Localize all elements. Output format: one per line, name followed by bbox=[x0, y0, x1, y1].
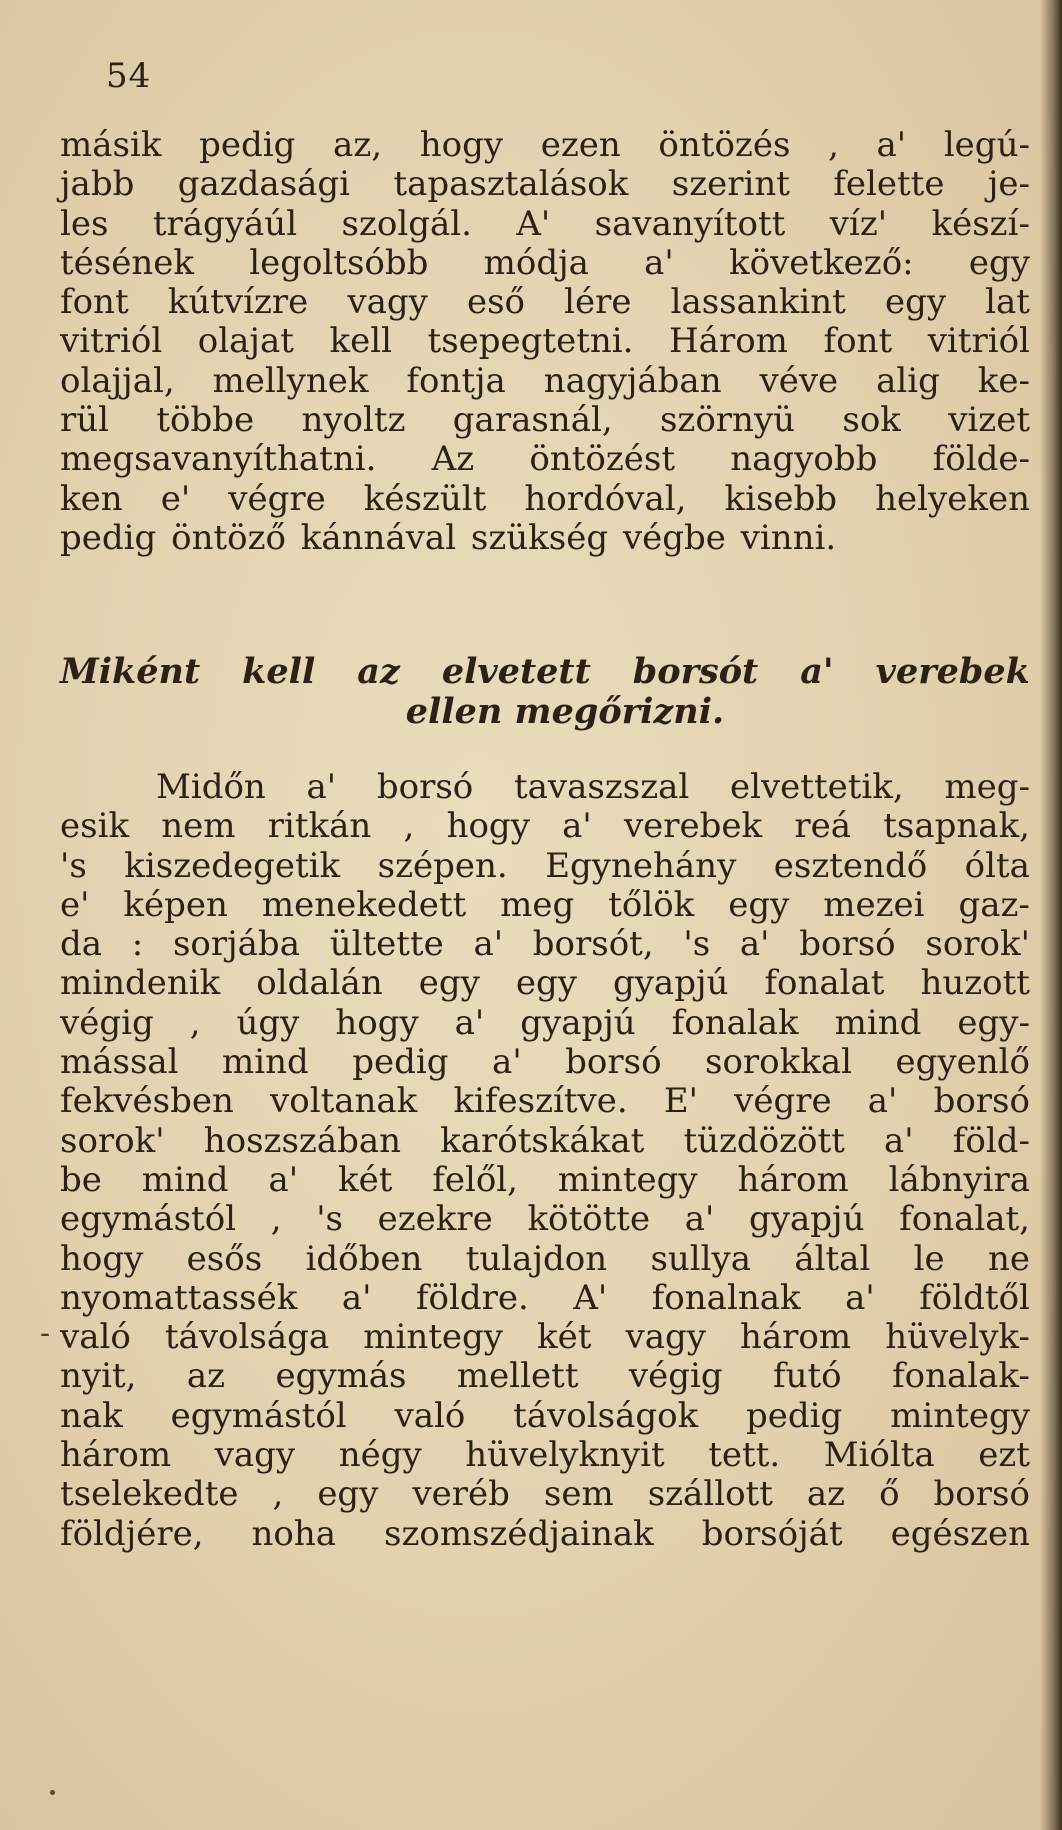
word: futó bbox=[773, 1356, 842, 1397]
word: a' bbox=[867, 1081, 898, 1122]
word: alig bbox=[876, 360, 940, 401]
word: 's bbox=[683, 924, 711, 965]
heading-line-1 bbox=[60, 652, 1030, 692]
word: meg bbox=[500, 884, 575, 925]
word: többe bbox=[156, 400, 255, 441]
word: végre bbox=[228, 478, 326, 519]
heading-line-2: ellen megőrizni. bbox=[405, 691, 725, 732]
word: Miólta bbox=[823, 1435, 935, 1476]
word: pedig bbox=[352, 1042, 449, 1083]
word: mintegy bbox=[363, 1317, 503, 1358]
text-line bbox=[60, 886, 1030, 925]
text-line bbox=[60, 847, 1030, 886]
word: három bbox=[740, 1317, 852, 1358]
word: Három bbox=[669, 321, 788, 362]
word: egymástól bbox=[170, 1395, 347, 1436]
word: a' bbox=[492, 1042, 522, 1083]
word: tsapnak, bbox=[883, 806, 1030, 847]
word: esik bbox=[60, 806, 130, 847]
word: hordóval, bbox=[524, 478, 687, 519]
word: lassankint bbox=[670, 282, 846, 323]
text-line bbox=[60, 807, 1030, 846]
text-line bbox=[60, 401, 1030, 440]
word: 's bbox=[60, 845, 87, 886]
heading-word: borsót bbox=[632, 651, 759, 692]
word: font bbox=[823, 321, 893, 362]
word: a' bbox=[845, 1277, 875, 1318]
word: voltanak bbox=[270, 1081, 418, 1122]
word: lat bbox=[985, 282, 1030, 323]
word: mind bbox=[834, 1002, 922, 1043]
text-line bbox=[60, 126, 1030, 165]
word: Az bbox=[431, 439, 475, 480]
word: tapasztalások bbox=[393, 164, 629, 205]
word: megsavanyíthatni. bbox=[60, 439, 377, 480]
word: szépen. bbox=[377, 845, 508, 886]
text-line bbox=[60, 1004, 1030, 1043]
word: lábnyira bbox=[888, 1159, 1030, 1200]
word: be bbox=[60, 1159, 102, 1200]
word: víz' bbox=[829, 203, 888, 244]
word: tüzdözött bbox=[683, 1120, 845, 1161]
word: borsó bbox=[933, 1474, 1030, 1515]
word: fonalak- bbox=[892, 1356, 1030, 1397]
text-line bbox=[60, 480, 1030, 519]
word: tulajdon bbox=[465, 1238, 608, 1279]
word: esős bbox=[186, 1238, 263, 1279]
text-line bbox=[60, 1357, 1030, 1396]
word: sorok' bbox=[925, 924, 1030, 965]
word: lére bbox=[564, 282, 632, 323]
word: mezei bbox=[823, 884, 925, 925]
heading-word: a' bbox=[800, 651, 834, 692]
word: ke- bbox=[977, 360, 1030, 401]
word: egy bbox=[728, 884, 790, 925]
word: felette bbox=[833, 164, 945, 205]
word: egy bbox=[884, 282, 947, 323]
word: hoszszában bbox=[203, 1120, 402, 1161]
word: sorjába bbox=[172, 924, 300, 965]
word: hogy bbox=[419, 125, 504, 165]
word: való bbox=[394, 1395, 466, 1436]
word: menekedett bbox=[261, 884, 467, 925]
word: , bbox=[270, 1199, 282, 1240]
word: az, bbox=[333, 125, 383, 165]
word: vagy bbox=[625, 1317, 706, 1358]
paper-speck bbox=[50, 1790, 55, 1795]
word: véve bbox=[759, 360, 839, 401]
word: mintegy bbox=[557, 1159, 698, 1200]
text-line bbox=[60, 1279, 1030, 1318]
word: tselekedte bbox=[60, 1474, 239, 1515]
word: egy bbox=[968, 242, 1030, 283]
word: vagy bbox=[347, 282, 428, 323]
word: eső bbox=[466, 282, 525, 323]
word: két bbox=[337, 1159, 393, 1200]
paragraph-2 bbox=[60, 768, 1030, 1554]
word: helyeken bbox=[875, 478, 1030, 519]
word: borsó bbox=[933, 1081, 1030, 1122]
word: kisebb bbox=[724, 478, 838, 519]
word: le bbox=[913, 1238, 945, 1279]
text-line bbox=[60, 1082, 1030, 1121]
text-line bbox=[60, 1240, 1030, 1279]
word: ő bbox=[879, 1474, 900, 1515]
word: következő: bbox=[729, 242, 914, 283]
text-line bbox=[60, 964, 1030, 1003]
word: egy bbox=[418, 963, 480, 1004]
word: fonalat, bbox=[899, 1199, 1030, 1240]
word: ne bbox=[987, 1238, 1030, 1279]
word: gazdasági bbox=[177, 164, 351, 205]
word: , bbox=[272, 1474, 284, 1515]
word: tsepegtetni. bbox=[427, 321, 634, 362]
heading-word: Miként bbox=[60, 651, 201, 692]
text-line bbox=[60, 440, 1030, 479]
word: borsó bbox=[376, 767, 474, 807]
text-line bbox=[60, 1397, 1030, 1436]
word: egymástól bbox=[60, 1199, 237, 1240]
word: távolsága bbox=[164, 1317, 330, 1358]
page-edge-shadow bbox=[1040, 0, 1062, 1830]
word: föld- bbox=[952, 1120, 1030, 1161]
word: hüvelyk- bbox=[885, 1317, 1030, 1358]
word: oldalán bbox=[256, 963, 383, 1004]
word: ken bbox=[60, 478, 123, 519]
word: les bbox=[60, 203, 109, 244]
word: az bbox=[186, 1356, 226, 1397]
word: elvettetik, bbox=[729, 767, 904, 807]
word: képen bbox=[123, 884, 228, 925]
text-line bbox=[60, 1161, 1030, 1200]
word: kifeszítve. bbox=[453, 1081, 628, 1122]
section-heading bbox=[60, 652, 1030, 732]
word: gyapjú bbox=[520, 1002, 636, 1043]
word: földtől bbox=[919, 1277, 1030, 1318]
word: mindenik bbox=[60, 963, 221, 1004]
text-line bbox=[60, 1200, 1030, 1239]
word: öntözést bbox=[529, 439, 676, 480]
word: szállott bbox=[647, 1474, 773, 1515]
word: szolgál. bbox=[341, 203, 472, 244]
word: földjére, bbox=[60, 1513, 204, 1554]
word: sem bbox=[543, 1474, 614, 1515]
word: fontja bbox=[406, 360, 506, 401]
word: a' bbox=[884, 1120, 914, 1161]
word: 's bbox=[316, 1199, 343, 1240]
word: egészen bbox=[890, 1513, 1030, 1554]
word: nyoltz bbox=[301, 400, 406, 441]
word: egymás bbox=[275, 1356, 407, 1397]
word: végre bbox=[734, 1081, 832, 1122]
word: fonalnak bbox=[651, 1277, 801, 1318]
word: időben bbox=[305, 1238, 423, 1279]
word: borsót, bbox=[532, 924, 654, 965]
text-line bbox=[60, 1318, 1030, 1357]
margin-dash: - bbox=[40, 1316, 51, 1351]
text-line bbox=[60, 1122, 1030, 1161]
word: A' bbox=[516, 203, 551, 244]
word: mind bbox=[222, 1042, 309, 1083]
word: mintegy bbox=[890, 1395, 1030, 1436]
word: mellett bbox=[456, 1356, 579, 1397]
text-line bbox=[60, 1043, 1030, 1082]
word: garasnál, bbox=[452, 400, 613, 441]
word: négy bbox=[338, 1435, 422, 1476]
word: felől, bbox=[432, 1159, 518, 1200]
word: három bbox=[737, 1159, 849, 1200]
word: a' bbox=[644, 242, 674, 283]
text-line bbox=[60, 322, 1030, 361]
word: nyomattassék bbox=[60, 1277, 298, 1318]
word: másik bbox=[60, 125, 162, 165]
word: : bbox=[131, 924, 144, 965]
word: úgy bbox=[236, 1002, 300, 1043]
text-line bbox=[60, 925, 1030, 964]
word: végig bbox=[628, 1356, 723, 1397]
word: jabb bbox=[60, 164, 135, 205]
word: savanyított bbox=[594, 203, 786, 244]
word: sok bbox=[842, 400, 901, 441]
word: való bbox=[60, 1317, 131, 1358]
word: esztendő bbox=[773, 845, 928, 886]
word: fonalat bbox=[764, 963, 885, 1004]
word: olajat bbox=[197, 321, 294, 362]
heading-word: elvetett bbox=[441, 651, 591, 692]
word: noha bbox=[251, 1513, 337, 1554]
word: sorok' bbox=[60, 1120, 165, 1161]
word: vizet bbox=[948, 400, 1030, 441]
word: tett. bbox=[708, 1435, 781, 1476]
word: mind bbox=[141, 1159, 229, 1200]
word: rül bbox=[60, 400, 110, 441]
word: mellynek bbox=[212, 360, 369, 401]
word: A' bbox=[573, 1277, 608, 1318]
word: hogy bbox=[60, 1238, 144, 1279]
word: a' bbox=[562, 806, 592, 847]
word: nagyjában bbox=[543, 360, 722, 401]
word: szomszédjainak bbox=[384, 1513, 654, 1554]
heading-word: kell bbox=[242, 651, 316, 692]
word: tőlök bbox=[608, 884, 695, 925]
word: reá bbox=[794, 806, 852, 847]
word: egy- bbox=[957, 1002, 1030, 1043]
word: szörnyü bbox=[659, 400, 796, 441]
word: trágyáúl bbox=[152, 203, 298, 244]
word: Egynehány bbox=[545, 845, 737, 886]
word: egyenlő bbox=[895, 1042, 1030, 1083]
word: ritkán bbox=[267, 806, 372, 847]
text-line bbox=[60, 1436, 1030, 1475]
word: huzott bbox=[920, 963, 1030, 1004]
word: készült bbox=[363, 478, 487, 519]
word: je- bbox=[987, 164, 1030, 205]
word: karótskákat bbox=[440, 1120, 645, 1161]
text-line bbox=[60, 362, 1030, 401]
word: verebek bbox=[623, 806, 763, 847]
word: két bbox=[537, 1317, 592, 1358]
word: kiszedegetik bbox=[124, 845, 341, 886]
word: a' bbox=[684, 1199, 715, 1240]
word: gaz- bbox=[958, 884, 1030, 925]
word: nagyobb bbox=[730, 439, 878, 480]
word: földe- bbox=[932, 439, 1030, 480]
word: mással bbox=[60, 1042, 179, 1083]
word: egy bbox=[515, 963, 577, 1004]
text-line bbox=[60, 244, 1030, 283]
word: legoltsóbb bbox=[249, 242, 429, 283]
word: e' bbox=[60, 884, 90, 925]
word: ezekre bbox=[377, 1199, 493, 1240]
word: ezen bbox=[540, 125, 621, 165]
text-line bbox=[60, 768, 1030, 807]
word: nyit, bbox=[60, 1356, 137, 1397]
word: borsóját bbox=[701, 1513, 843, 1554]
text-line bbox=[60, 1515, 1030, 1554]
word: olajjal, bbox=[60, 360, 175, 401]
word: az bbox=[806, 1474, 846, 1515]
word: fekvésben bbox=[60, 1081, 234, 1122]
heading-word: az bbox=[357, 651, 400, 692]
word: kötötte bbox=[527, 1199, 651, 1240]
word: nem bbox=[161, 806, 236, 847]
word: hüvelyknyit bbox=[465, 1435, 665, 1476]
word: a' bbox=[268, 1159, 299, 1200]
word: ezt bbox=[978, 1435, 1030, 1476]
text-line bbox=[60, 165, 1030, 204]
word: egy bbox=[317, 1474, 379, 1515]
word: készí- bbox=[931, 203, 1030, 244]
word: földre. bbox=[415, 1277, 529, 1318]
word: legú- bbox=[943, 125, 1030, 165]
word: ültette bbox=[329, 924, 444, 965]
word: , bbox=[403, 806, 415, 847]
word: gyapjú bbox=[749, 1199, 865, 1240]
text-line bbox=[60, 1475, 1030, 1514]
word: a' bbox=[341, 1277, 372, 1318]
word: , bbox=[828, 125, 839, 165]
word: fonalak bbox=[671, 1002, 799, 1043]
word: a' bbox=[473, 924, 504, 965]
text-line bbox=[60, 283, 1030, 322]
word: e' bbox=[160, 478, 191, 519]
word: vagy bbox=[214, 1435, 296, 1476]
word: a' bbox=[306, 767, 337, 807]
word: E' bbox=[663, 1081, 698, 1122]
word: vitriól bbox=[927, 321, 1030, 362]
word: a' bbox=[876, 125, 907, 165]
word: nak bbox=[60, 1395, 123, 1436]
word: font bbox=[60, 282, 129, 323]
word: által bbox=[794, 1238, 871, 1279]
word: pedig bbox=[199, 125, 296, 165]
word: gyapjú bbox=[612, 963, 729, 1004]
word: módja bbox=[483, 242, 589, 283]
word: borsó bbox=[799, 924, 896, 965]
word: Midőn bbox=[156, 767, 266, 807]
page-number: 54 bbox=[106, 56, 152, 96]
text-line: pedig öntöző kánnával szükség végbe vinni. bbox=[60, 517, 837, 558]
word: hogy bbox=[335, 1002, 419, 1043]
word: pedig bbox=[746, 1395, 843, 1436]
word: végig bbox=[60, 1002, 154, 1043]
heading-word: verebek bbox=[875, 651, 1030, 692]
word: három bbox=[60, 1435, 172, 1476]
text-line bbox=[60, 205, 1030, 244]
word: a' bbox=[739, 924, 770, 965]
word: vitriól bbox=[60, 321, 163, 362]
word: öntözés bbox=[658, 125, 791, 165]
word: a' bbox=[454, 1002, 485, 1043]
word: távolságok bbox=[513, 1395, 699, 1436]
paragraph-1 bbox=[60, 126, 1030, 558]
word: borsó bbox=[565, 1042, 662, 1083]
word: sorokkal bbox=[705, 1042, 853, 1083]
word: szerint bbox=[671, 164, 790, 205]
word: meg- bbox=[944, 767, 1030, 807]
word: hogy bbox=[446, 806, 530, 847]
word: veréb bbox=[412, 1474, 510, 1515]
word: sullya bbox=[650, 1238, 752, 1279]
word: tésének bbox=[60, 242, 194, 283]
word: ólta bbox=[964, 845, 1030, 886]
word: tavaszszal bbox=[513, 767, 690, 807]
word: kútvízre bbox=[167, 282, 309, 323]
word: da bbox=[60, 924, 103, 965]
word: kell bbox=[329, 321, 392, 362]
word: , bbox=[189, 1002, 201, 1043]
